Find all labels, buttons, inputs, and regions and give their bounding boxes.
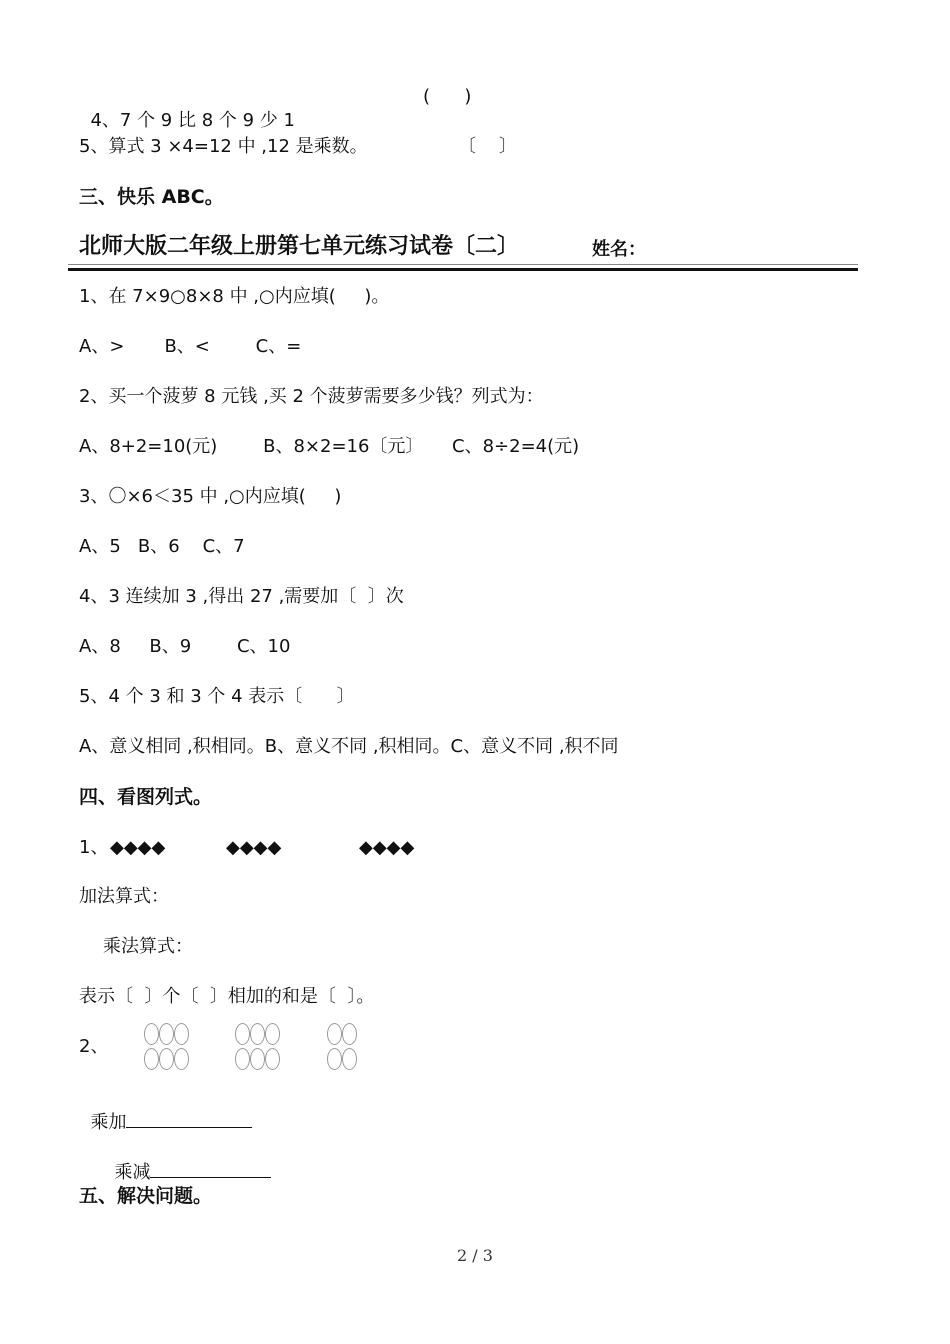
oval-shape xyxy=(327,1023,342,1045)
multiply-add-label: 乘加 xyxy=(90,1112,127,1133)
choice-question-3-options: A、5 B、6 C、7 xyxy=(79,536,245,557)
oval-shape xyxy=(174,1023,189,1045)
multiply-add-blank[interactable] xyxy=(126,1109,252,1128)
section-3-heading: 三、快乐 ABC。 xyxy=(79,186,224,208)
diamond-group-2: ◆◆◆◆ xyxy=(226,837,282,858)
page-title: 北师大版二年级上册第七单元练习试卷〔二〕 xyxy=(79,234,520,259)
multiply-add-line xyxy=(79,1085,252,1135)
choice-question-2-options: A、8+2=10(元) B、8×2=16〔元〕 C、8÷2=4(元) xyxy=(79,436,580,457)
addition-label: 加法算式： xyxy=(79,886,169,907)
choice-question-2: 2、买一个菠萝 8 元钱 ,买 2 个菠萝需要多少钱？列式为： xyxy=(79,386,544,407)
oval-shape xyxy=(235,1023,250,1045)
choice-question-1-options: A、> B、< C、= xyxy=(79,336,302,357)
oval-shape xyxy=(235,1048,250,1070)
picture-problem-1-label: 1、 xyxy=(79,837,109,858)
page-number: 2 / 3 xyxy=(457,1246,493,1265)
multiply-subtract-blank[interactable] xyxy=(150,1159,271,1178)
judge-question-4 xyxy=(79,85,295,133)
name-label: 姓名： xyxy=(592,239,646,260)
choice-question-4-options: A、8 B、9 C、10 xyxy=(79,636,291,657)
oval-shape xyxy=(250,1023,265,1045)
judge-question-4-text: 4、7 个 9 比 8 个 9 少 1 xyxy=(90,110,295,131)
picture-problem-2-label: 2、 xyxy=(79,1036,109,1057)
multiply-subtract-label: 乘减 xyxy=(114,1162,151,1183)
oval-shape xyxy=(327,1048,342,1070)
multiplication-label: 乘法算式： xyxy=(103,936,193,957)
judge-question-5-answer: 〔 〕 xyxy=(458,136,517,157)
choice-question-3: 3、〇×6＜35 中 ,○内应填( ) xyxy=(79,486,342,507)
oval-shape xyxy=(342,1048,357,1070)
diamond-group-1: ◆◆◆◆ xyxy=(110,837,166,858)
oval-shape xyxy=(265,1048,280,1070)
diamond-group-3: ◆◆◆◆ xyxy=(359,837,415,858)
header-rule-thin xyxy=(68,264,858,265)
section-5-heading: 五、解决问题。 xyxy=(79,1185,213,1207)
judge-question-4-answer: ( ) xyxy=(423,86,472,107)
multiply-subtract-line xyxy=(103,1135,271,1185)
header-rule-thick xyxy=(68,268,858,271)
oval-shape xyxy=(265,1023,280,1045)
oval-shape xyxy=(174,1048,189,1070)
oval-shape xyxy=(250,1048,265,1070)
oval-shape xyxy=(342,1023,357,1045)
oval-shape xyxy=(159,1023,174,1045)
oval-shape xyxy=(144,1023,159,1045)
choice-question-4: 4、3 连续加 3 ,得出 27 ,需要加〔 〕次 xyxy=(79,586,404,607)
oval-shape xyxy=(144,1048,159,1070)
section-4-heading: 四、看图列式。 xyxy=(79,786,213,808)
meaning-sentence: 表示〔 〕个〔 〕相加的和是〔 〕。 xyxy=(79,986,375,1007)
judge-question-5: 5、算式 3 ×4=12 中 ,12 是乘数。 xyxy=(79,136,368,157)
oval-shape xyxy=(159,1048,174,1070)
choice-question-1: 1、在 7×9○8×8 中 ,○内应填( )。 xyxy=(79,286,390,307)
choice-question-5-options: A、意义相同 ,积相同。B、意义不同 ,积相同。C、意义不同 ,积不同 xyxy=(79,736,619,757)
choice-question-5: 5、4 个 3 和 3 个 4 表示〔 〕 xyxy=(79,686,355,707)
